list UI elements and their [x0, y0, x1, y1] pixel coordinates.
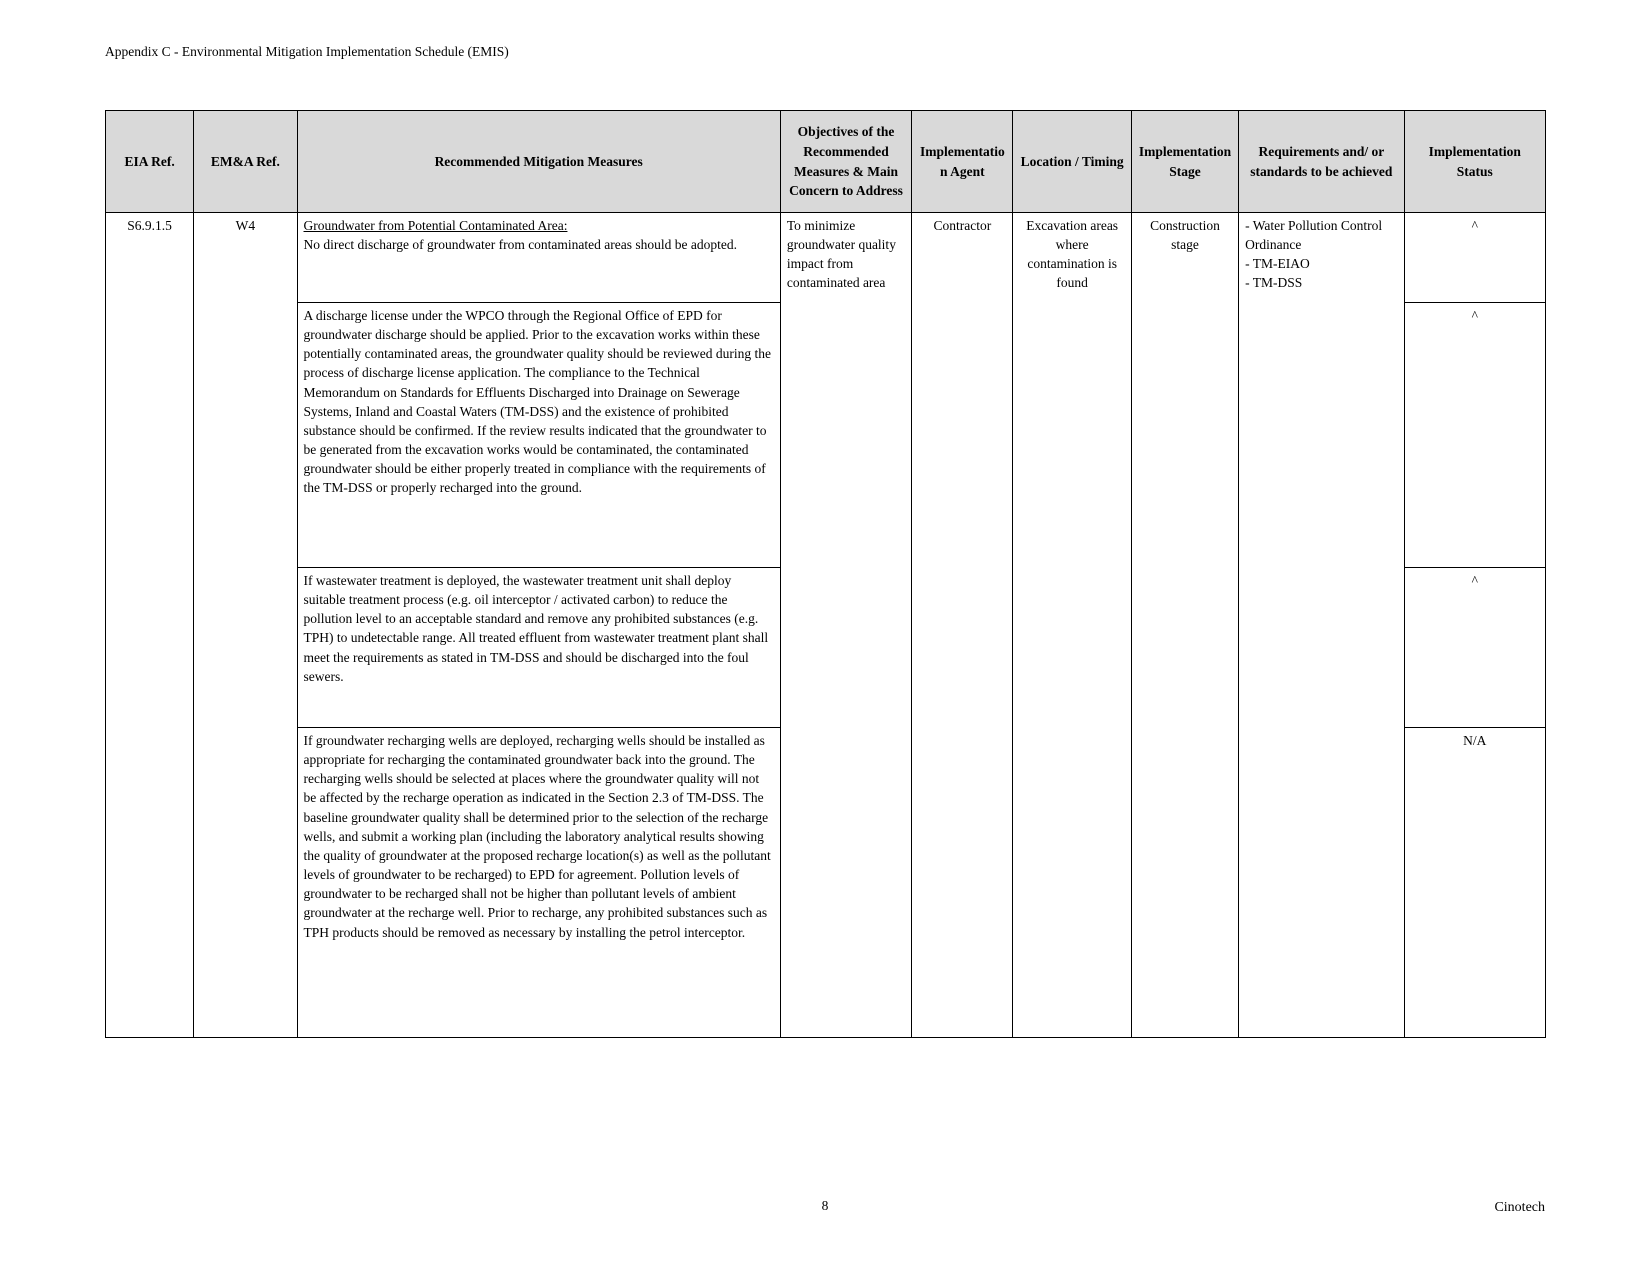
- column-header-eia-ref: EIA Ref.: [106, 111, 194, 213]
- company-name: Cinotech: [1494, 1200, 1545, 1215]
- column-header-ema-ref: EM&A Ref.: [194, 111, 297, 213]
- column-header-mitigation-measures: Recommended Mitigation Measures: [297, 111, 780, 213]
- cell-status-2: ^: [1404, 303, 1545, 568]
- emis-table: [105, 110, 1546, 1038]
- column-header-location-timing: Location / Timing: [1013, 111, 1131, 213]
- column-header-implementation-agent: Implementation Agent: [912, 111, 1013, 213]
- cell-status-4: N/A: [1404, 728, 1545, 1038]
- column-header-objectives: Objectives of the Recommended Measures & Main Concern to Address: [780, 111, 911, 213]
- cell-measure-3: If wastewater treatment is deployed, the wastewater treatment unit shall deploy suitable treatment process (e.g. oil interceptor / activated carbon) to reduce the pollution level to an acceptable standard and remove any prohibited substances (e.g. TPH) to undetectable range. All treated effluent from wastewater treatment plant shall meet the requirements as stated in TM-DSS and should be discharged into the foul sewers.: [297, 568, 780, 728]
- column-header-implementation-stage: Implementation Stage: [1131, 111, 1238, 213]
- table-row-1: [106, 213, 1546, 303]
- requirement-item-3: - TM-DSS: [1245, 275, 1303, 291]
- cell-status-1: ^: [1404, 213, 1545, 303]
- cell-ema-ref: W4: [194, 213, 297, 1038]
- cell-measure-4: If groundwater recharging wells are deployed, recharging wells should be installed as appropriate for recharging the contaminated groundwater back into the ground. The recharging wells should be selected at places where the groundwater quality will not be affected by the recharge operation as indicated in the Section 2.3 of TM-DSS. The baseline groundwater quality shall be determined prior to the selection of the recharge wells, and submit a working plan (including the laboratory analytical results showing the quality of groundwater at the proposed recharge location(s) as well as the pollutant levels of groundwater to be recharged) to EPD for agreement. Pollution levels of groundwater to be recharged shall not be higher than pollutant levels of ambient groundwater at the recharge well. Prior to recharge, any prohibited substances such as TPH products should be removed as necessary by installing the petrol interceptor.: [297, 728, 780, 1038]
- page-number: 8: [821, 1198, 829, 1213]
- cell-objectives: To minimize groundwater quality impact from contaminated area: [780, 213, 911, 1038]
- column-header-requirements: Requirements and/ or standards to be achieved: [1239, 111, 1404, 213]
- cell-implementation-stage: Construction stage: [1131, 213, 1238, 1038]
- measure-1-heading: Groundwater from Potential Contaminated Area:: [303, 218, 568, 233]
- cell-measure-2: A discharge license under the WPCO through the Regional Office of EPD for groundwater discharge should be applied. Prior to the excavation works within these potentially contaminated areas, the groundwater quality should be reviewed during the process of discharge license application. The compliance to the Technical Memorandum on Standards for Effluents Discharged into Drainage on Sewerage Systems, Inland and Coastal Waters (TM-DSS) and the existence of prohibited substance should be confirmed. If the review results indicated that the groundwater to be generated from the excavation works would be contaminated, the contaminated groundwater should be either properly treated in compliance with the requirements of the TM-DSS or properly recharged into the ground.: [297, 303, 780, 568]
- cell-eia-ref: S6.9.1.5: [106, 213, 194, 1038]
- document-title: Appendix C - Environmental Mitigation Implementation Schedule (EMIS): [105, 44, 509, 59]
- requirement-item-1: - Water Pollution Control Ordinance: [1245, 218, 1383, 253]
- table-header-row: [106, 111, 1546, 213]
- measure-1-text: No direct discharge of groundwater from contaminated areas should be adopted.: [303, 237, 737, 253]
- cell-status-3: ^: [1404, 568, 1545, 728]
- requirement-item-2: - TM-EIAO: [1245, 256, 1310, 272]
- cell-location-timing: Excavation areas where contamination is found: [1013, 213, 1131, 1038]
- column-header-implementation-status: Implementation Status: [1404, 111, 1545, 213]
- cell-measure-1: [297, 213, 780, 303]
- cell-implementation-agent: Contractor: [912, 213, 1013, 1038]
- cell-requirements: [1239, 213, 1404, 1038]
